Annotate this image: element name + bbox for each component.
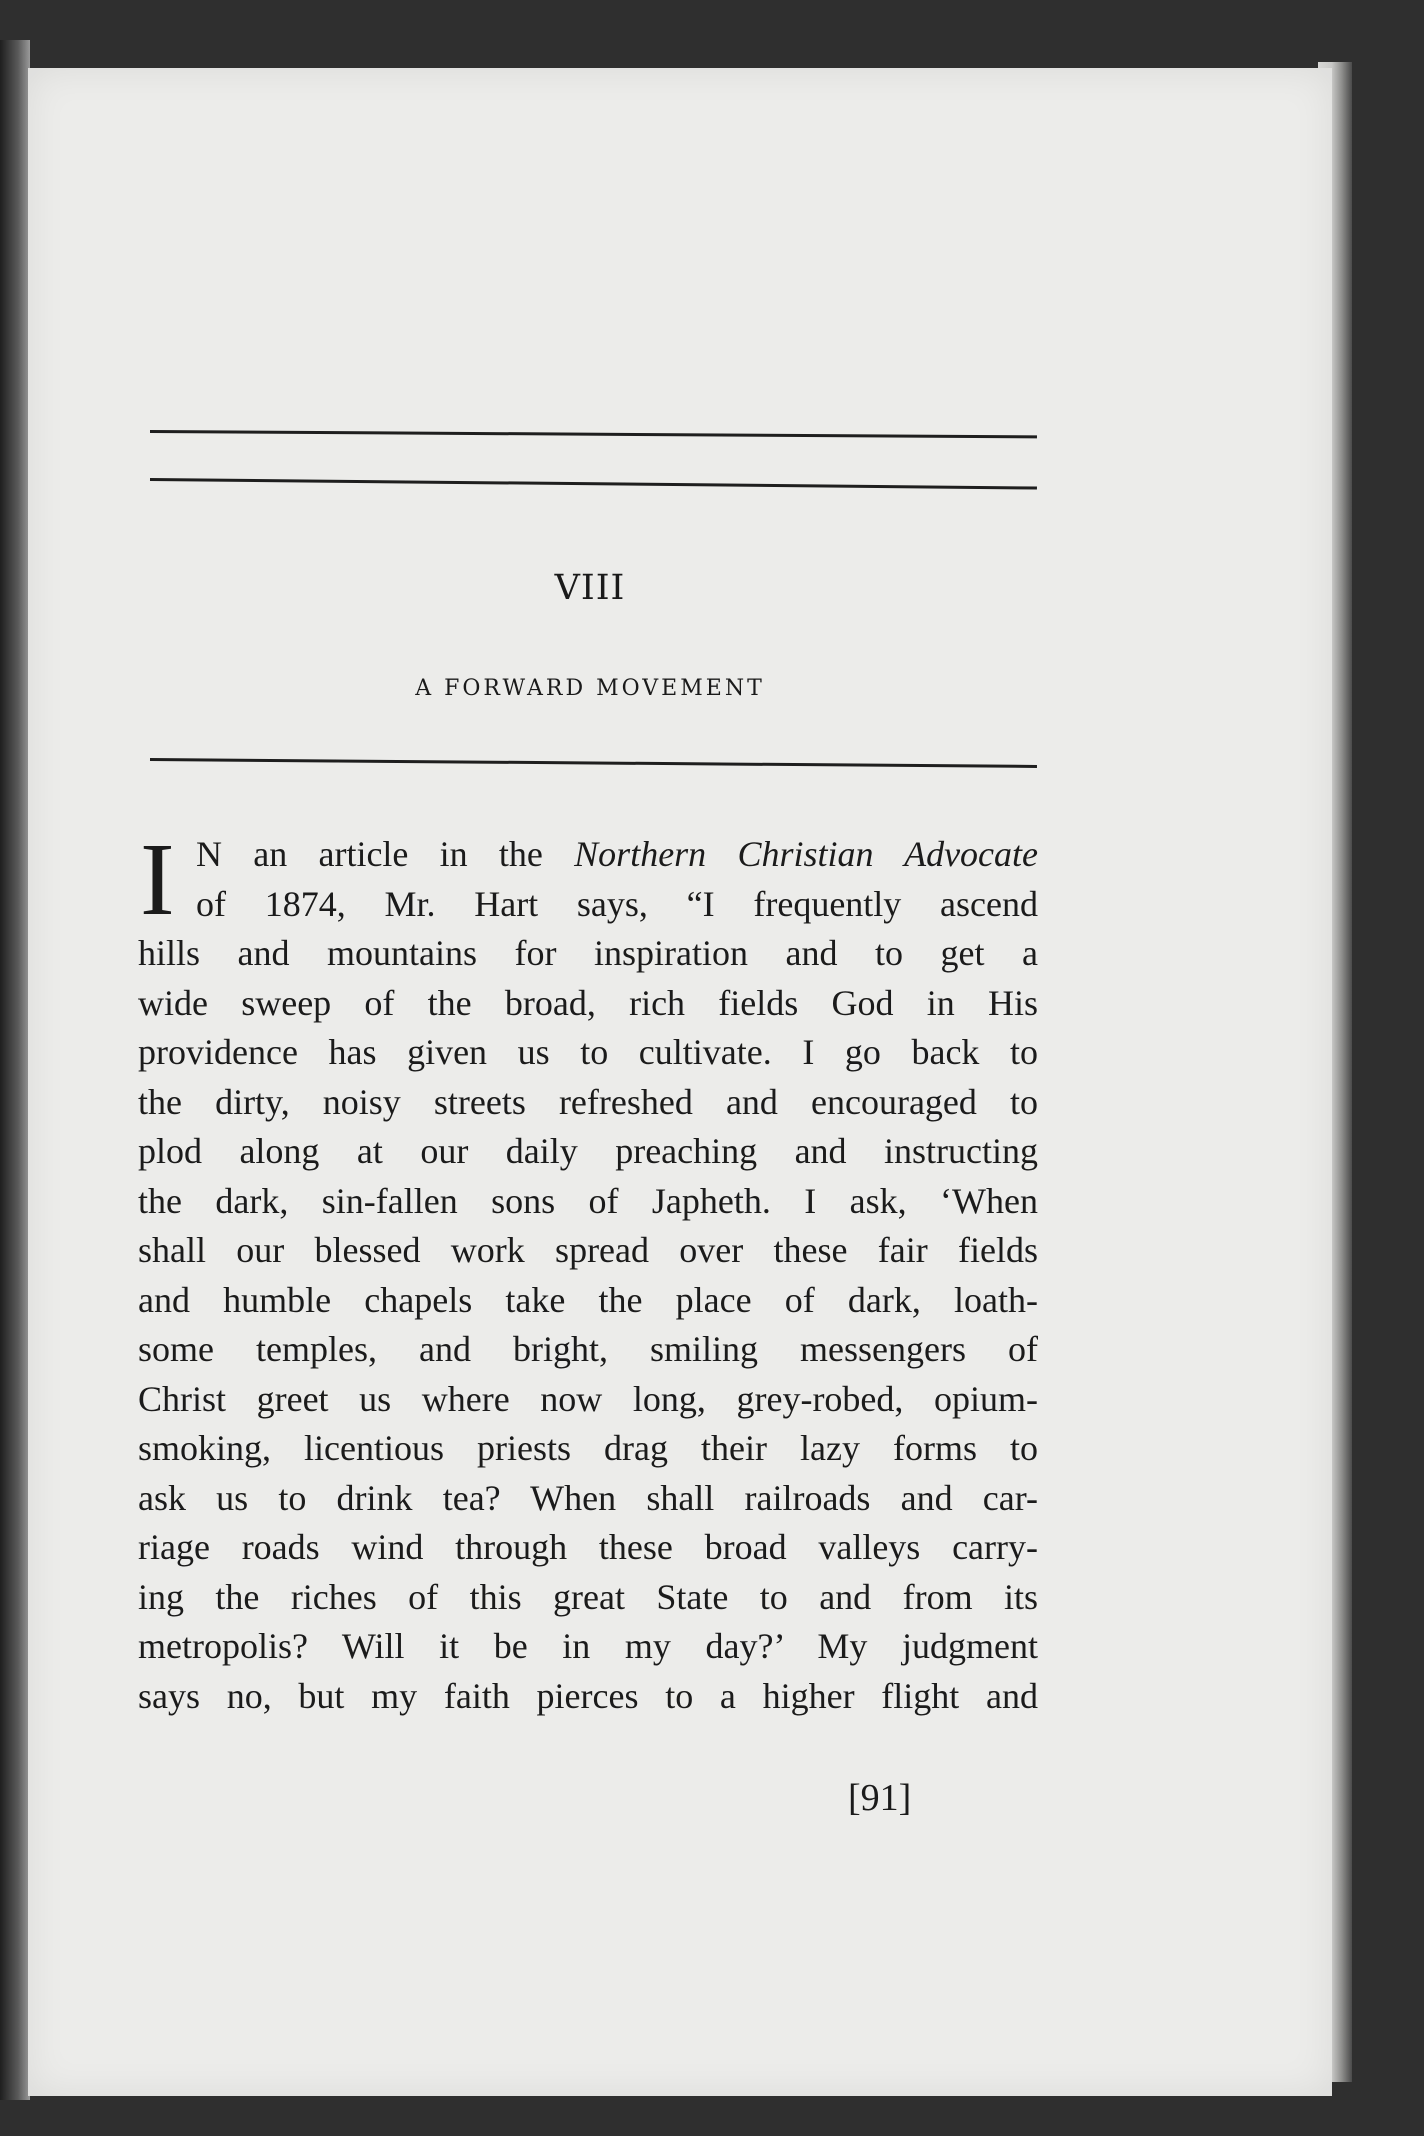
text-line: shall our blessed work spread over these fair fields [138,1230,1038,1270]
text-line: ing the riches of this great State to and from its [138,1576,1038,1617]
text-line: some temples, and bright, smiling messengers of [138,1329,1038,1369]
text-line: Christ greet us where now long, grey-robed, opium- [138,1378,1038,1419]
book-spine-edge [0,40,30,2100]
text-line: says no, but my faith pierces to a higher flight and [138,1675,1038,1716]
periodical-title: Northern Christian Advocate [574,834,1039,874]
text-line: hills and mountains for inspiration and to get a [138,933,1038,973]
text-line [138,830,1038,880]
text-line: wide sweep of the broad, rich fields God in His [138,982,1038,1023]
text-line-part: N an article in the [196,834,575,874]
text-line: the dark, sin-fallen sons of Japheth. I ask, ‘When [138,1180,1038,1221]
text-line: riage roads wind through these broad valleys carry- [138,1527,1038,1567]
text-line: plod along at our daily preaching and instructing [138,1131,1038,1171]
page-number: [91] [848,1777,912,1819]
text-line: ask us to drink tea? When shall railroads and car- [138,1477,1038,1518]
text-line: and humble chapels take the place of dark, loath- [138,1279,1038,1320]
chapter-number: VIII [554,568,626,608]
text-line: the dirty, noisy streets refreshed and encouraged to [138,1081,1038,1122]
text-line: metropolis? Will it be in my day?’ My judgment [138,1626,1038,1666]
text-line: providence has given us to cultivate. I go back to [138,1032,1038,1072]
drop-cap: I [140,822,175,937]
body-text [138,822,1039,1721]
text-line: of 1874, Mr. Hart says, “I frequently ascend [196,883,1038,924]
chapter-title: A FORWARD MOVEMENT [415,676,765,701]
text-line: smoking, licentious priests drag their lazy forms to [138,1428,1038,1468]
